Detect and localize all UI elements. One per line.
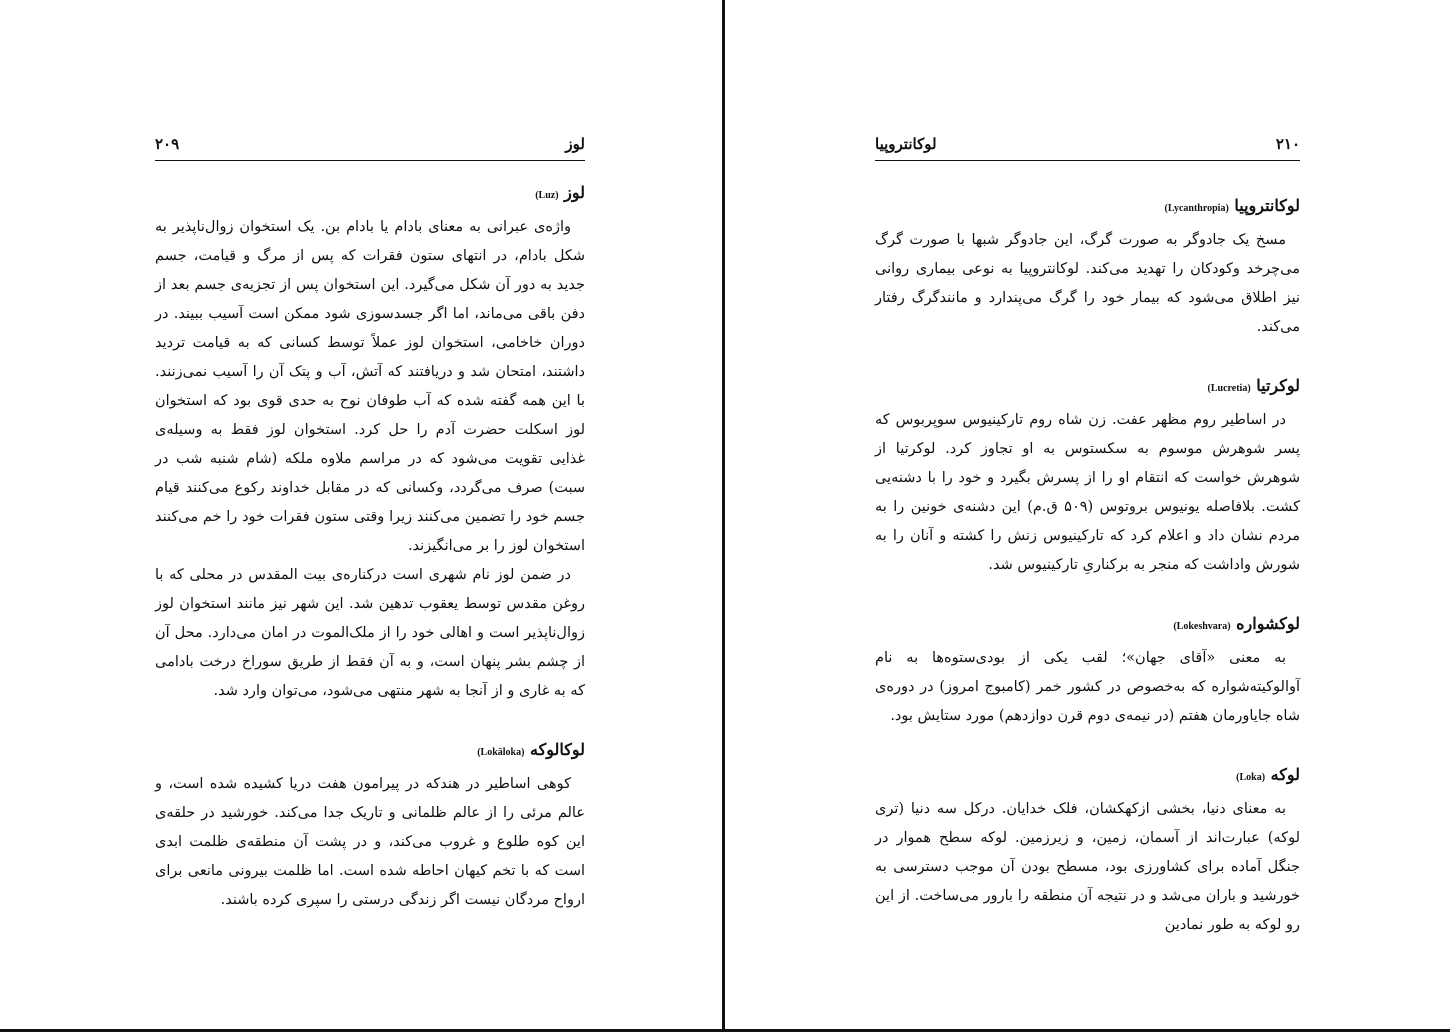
entry-latin-name: (Lycanthropia) — [1164, 203, 1229, 214]
entry-title: لوکالوکه — [530, 740, 585, 759]
entry-latin-name: (Lokeshvara) — [1173, 621, 1231, 632]
entry-luz — [155, 182, 585, 706]
entry-latin-name: (Lucretia) — [1207, 383, 1251, 394]
entry-paragraph: در اساطیر روم مظهر عفت. زن شاه روم تارکینیوس سوپربوس که پسر شوهرش موسوم به سکستوس به او تجاوز کرد. لوکرتیا از شوهرش خواست که انتقام او را از پسرش بگیرد و خود را با دشنه‌یی کشت. بلافاصله یونیوس بروتوس (۵۰۹ ق.م) این دشنه‌ی خونین را به مردم نشان داد و اعلام کرد که تارکینیوس زنش را کشته و آنان را به شورش واداشت که منجر به برکناریِ تارکینیوس شد. — [875, 412, 1300, 573]
entry-latin-name: (Luz) — [535, 190, 559, 201]
entry-heading — [155, 182, 585, 207]
entry-heading — [875, 613, 1300, 638]
right-running-head — [875, 135, 1300, 161]
entry-paragraph: مسخ یک جادوگر به صورت گرگ، این جادوگر شبها با صورت گرگ می‌چرخد وکودکان را تهدید می‌کند. لوکانتروپیا به نوعی بیماری روانی نیز اطلاق می‌شود که بیمار خود را گرگ می‌پندارد و مانندگرگ رفتار می‌کند. — [875, 232, 1300, 335]
entry-latin-name: (Lokāloka) — [477, 747, 525, 758]
entry-paragraph: کوهی اساطیر در هندکه در پیرامون هفت دریا کشیده شده است، و عالم مرئی را از عالم ظلمانی و تاریک جدا می‌کند. خورشید در حلقه‌ی این کوه طلوع و غروب می‌کند، و در پشت آن منطقه‌ی ظلمت ابدی است که با تخم کیهان احاطه شده است. اما ظلمت بیرونی مانعی برای ارواح مردگان نیست اگر زندگی درستی را سپری کرده باشند. — [155, 776, 585, 908]
entry-title: لوز — [564, 183, 585, 202]
entry-latin-name: (Loka) — [1236, 772, 1266, 783]
book-gutter — [722, 0, 725, 1032]
entry-lycanthropia — [875, 195, 1300, 342]
page-number: ۲۰۹ — [155, 135, 180, 153]
entry-paragraph: به معنای دنیا، بخشی ازکهکشان، فلک خدایان. درکل سه دنیا (تری لوکه) عبارت‌اند از آسمان، زمین، و زیرزمین. لوکه سطح هموار در جنگل آماده برای کشاورزی بود، مسطح بودن آن موجب دسترسی به خورشید و باران می‌شد و در نتیجه آن منطقه را بارور می‌ساخت. از این رو لوکه به طور نمادین — [875, 801, 1300, 933]
entry-lucretia — [875, 375, 1300, 580]
entry-paragraph: در ضمن لوز نام شهری است درکناره‌ی بیت المقدس در محلی که با روغن مقدس توسط یعقوب تدهین شد. این شهر نیز مانند استخوان لوز زوال‌ناپذیر است و اهالی خود را از ملک‌الموت در امان می‌دارد. محل آن از چشم بشر پنهان است، و به آن فقط از طریق سوراخ درخت بادامی که به غاری و از آنجا به شهر منتهی می‌شود، می‌توان وارد شد. — [155, 567, 585, 699]
entry-title: لوکرتیا — [1256, 376, 1300, 395]
entry-paragraph: به معنی «آقای جهان»؛ لقب یکی از بودی‌ستوه‌ها به نام آوالوکیته‌شواره که به‌خصوص در کشور خمر (کامبوج امروز) در دوره‌ی شاه جایاورمان هفتم (در نیمه‌ی دوم قرن دوازدهم) مورد ستایش بود. — [875, 650, 1300, 724]
entry-title: لوکه — [1270, 765, 1300, 784]
page-number: ۲۱۰ — [1275, 135, 1300, 153]
entry-title: لوکانتروپیا — [1234, 196, 1300, 215]
entry-heading — [155, 739, 585, 764]
left-page — [155, 135, 585, 915]
entry-paragraph: واژه‌ی عبرانی به معنای بادام یا بادام بن. یک استخوان زوال‌ناپذیر به شکل بادام، در انتهای ستون فقرات که پس از مرگ و قیامت، جسم جدید به دور آن شکل می‌گیرد. این استخوان پس از تجزیه‌ی جسم بعد از دفن باقی می‌ماند، اما اگر جسدسوزی شود ممکن است آسیب ببیند. در دوران خاخامی، استخوان لوز عملاً توسط کسانی که به قیامت تردید داشتند، امتحان شد و دریافتند که آتش، آب و پتک آن را آسیب نمی‌زنند. با این همه گفته شده که آب طوفان نوح به حدی قوی بود که استخوان لوز اسکلت حضرت آدم را حل کرد. استخوان لوز فقط به وسیله‌ی غذایی تقویت می‌شود که در مراسم ملاوه ملکه (شام شنبه شب در سبت) صرف می‌گردد، وکسانی که در مقابل خداوند رکوع می‌کنند قیام جسم خود را تضمین می‌کنند زیرا وقتی ستون فقرات خود را خم می‌کنند استخوان لوز را بر می‌انگیزند. — [155, 219, 585, 554]
entry-lokeshvara — [875, 613, 1300, 731]
entry-loka — [875, 764, 1300, 940]
left-running-head — [155, 135, 585, 161]
right-page — [875, 135, 1300, 940]
entry-heading — [875, 764, 1300, 789]
entry-heading — [875, 375, 1300, 400]
entry-lokaloka — [155, 739, 585, 915]
running-head-title: لوز — [565, 135, 585, 153]
entry-heading — [875, 195, 1300, 220]
running-head-title: لوکانتروپیا — [875, 135, 937, 153]
entry-title: لوکشواره — [1236, 614, 1300, 633]
